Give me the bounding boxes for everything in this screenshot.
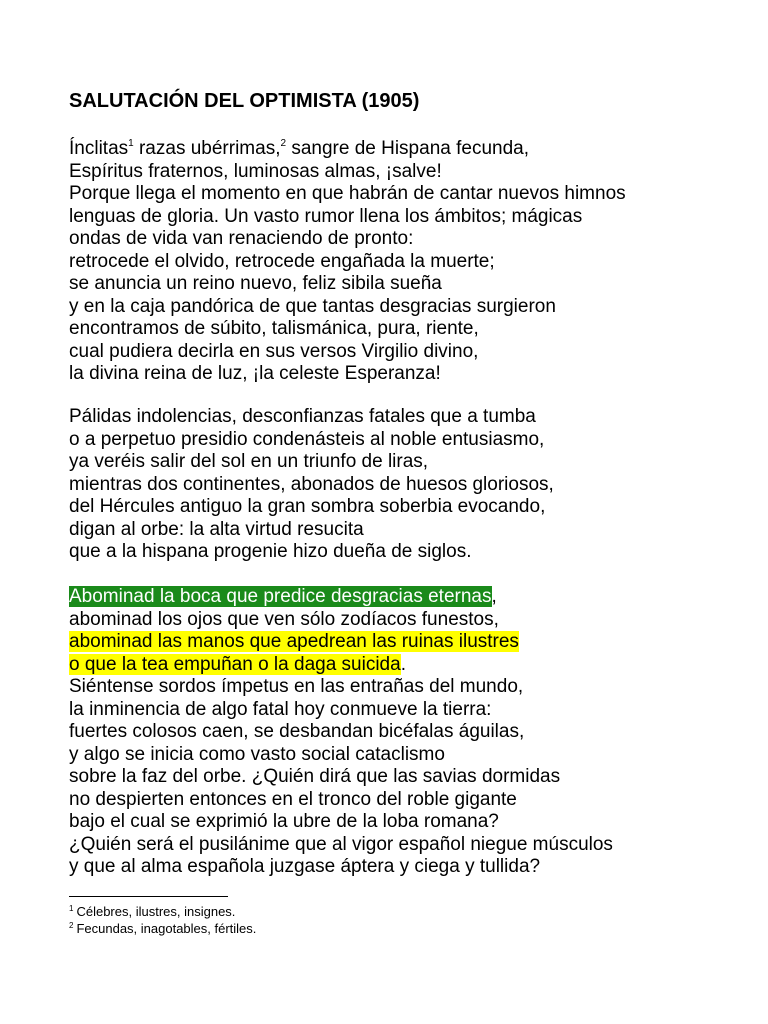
poem-line: Pálidas indolencias, desconfianzas fatales que a tumba	[69, 406, 536, 427]
poem-line: o a perpetuo presidio condenásteis al noble entusiasmo,	[69, 428, 545, 450]
footnote-text: Célebres, ilustres, insignes.	[76, 904, 236, 919]
poem-line: la divina reina de luz, ¡la celeste Esperanza!	[69, 363, 441, 384]
line-text: Ínclitas	[69, 138, 129, 159]
poem-line: ¿Quién será el pusilánime que al vigor español niegue músculos	[69, 833, 613, 855]
poem-line	[69, 586, 613, 609]
stanza-3	[69, 586, 613, 879]
footnote-item	[69, 920, 256, 937]
line-text: sangre de Hispana fecunda,	[286, 138, 529, 159]
poem-line: la inminencia de algo fatal hoy conmueve la tierra:	[69, 698, 492, 720]
highlight-yellow: abominad las manos que apedrean las ruinas ilustres	[69, 631, 519, 652]
highlight-yellow: o que la tea empuñan o la daga suicida	[69, 653, 401, 675]
poem-line: sobre la faz del orbe. ¿Quién dirá que las savias dormidas	[69, 766, 561, 787]
footnote-mark: 1	[69, 904, 74, 913]
poem-line: ya veréis salir del sol en un triunfo de liras,	[69, 451, 429, 472]
poem-line: lenguas de gloria. Un vasto rumor llena los ámbitos; mágicas	[69, 205, 583, 227]
poem-line	[69, 654, 613, 677]
line-text: .	[400, 653, 406, 675]
line-text: razas ubérrimas,	[133, 138, 281, 159]
poem-line: y en la caja pandórica de que tantas desgracias surgieron	[69, 295, 556, 317]
footnote-mark: 2	[69, 921, 74, 930]
poem-line: ondas de vida van renaciendo de pronto:	[69, 228, 414, 249]
poem-line	[69, 138, 626, 161]
poem-line: Espíritus fraternos, luminosas almas, ¡salve!	[69, 160, 442, 182]
footnote-ref: 2	[280, 138, 287, 149]
poem-title: SALUTACIÓN DEL OPTIMISTA (1905)	[69, 90, 420, 112]
poem-line: digan al orbe: la alta virtud resucita	[69, 518, 364, 540]
poem-line: que a la hispana progenie hizo dueña de siglos.	[69, 541, 472, 562]
highlight-green: Abominad la boca que predice desgracias eternas	[69, 586, 492, 607]
poem-line: no despierten entonces en el tronco del roble gigante	[69, 788, 517, 810]
footnotes	[69, 903, 256, 937]
footnote-ref: 1	[128, 138, 134, 149]
poem-line: y que al alma española juzgase áptera y ciega y tullida?	[69, 856, 541, 877]
poem-line: del Hércules antiguo la gran sombra soberbia evocando,	[69, 496, 546, 517]
poem-line: se anuncia un reino nuevo, feliz sibila sueña	[69, 273, 442, 294]
poem-line: abominad los ojos que ven sólo zodíacos funestos,	[69, 608, 499, 630]
poem-line: Porque llega el momento en que habrán de cantar nuevos himnos	[69, 183, 626, 204]
poem-line: retrocede el olvido, retrocede engañada la muerte;	[69, 250, 495, 272]
poem-line: mientras dos continentes, abonados de huesos gloriosos,	[69, 473, 554, 495]
poem-line: encontramos de súbito, talismánica, pura, riente,	[69, 318, 479, 339]
poem-line: bajo el cual se exprimió la ubre de la loba romana?	[69, 811, 499, 832]
line-text: ,	[491, 586, 497, 607]
poem-line: fuertes colosos caen, se desbandan bicéfalas águilas,	[69, 721, 525, 742]
poem-line: Siéntense sordos ímpetus en las entrañas del mundo,	[69, 676, 524, 697]
stanza-2	[69, 406, 554, 564]
footnote-text: Fecundas, inagotables, fértiles.	[76, 921, 257, 936]
footnote-item	[69, 903, 256, 920]
poem-line: y algo se inicia como vasto social cataclismo	[69, 743, 445, 765]
stanza-1	[69, 138, 626, 386]
poem-line	[69, 631, 613, 654]
poem-line: cual pudiera decirla en sus versos Virgilio divino,	[69, 340, 479, 362]
footnote-separator	[69, 896, 228, 897]
